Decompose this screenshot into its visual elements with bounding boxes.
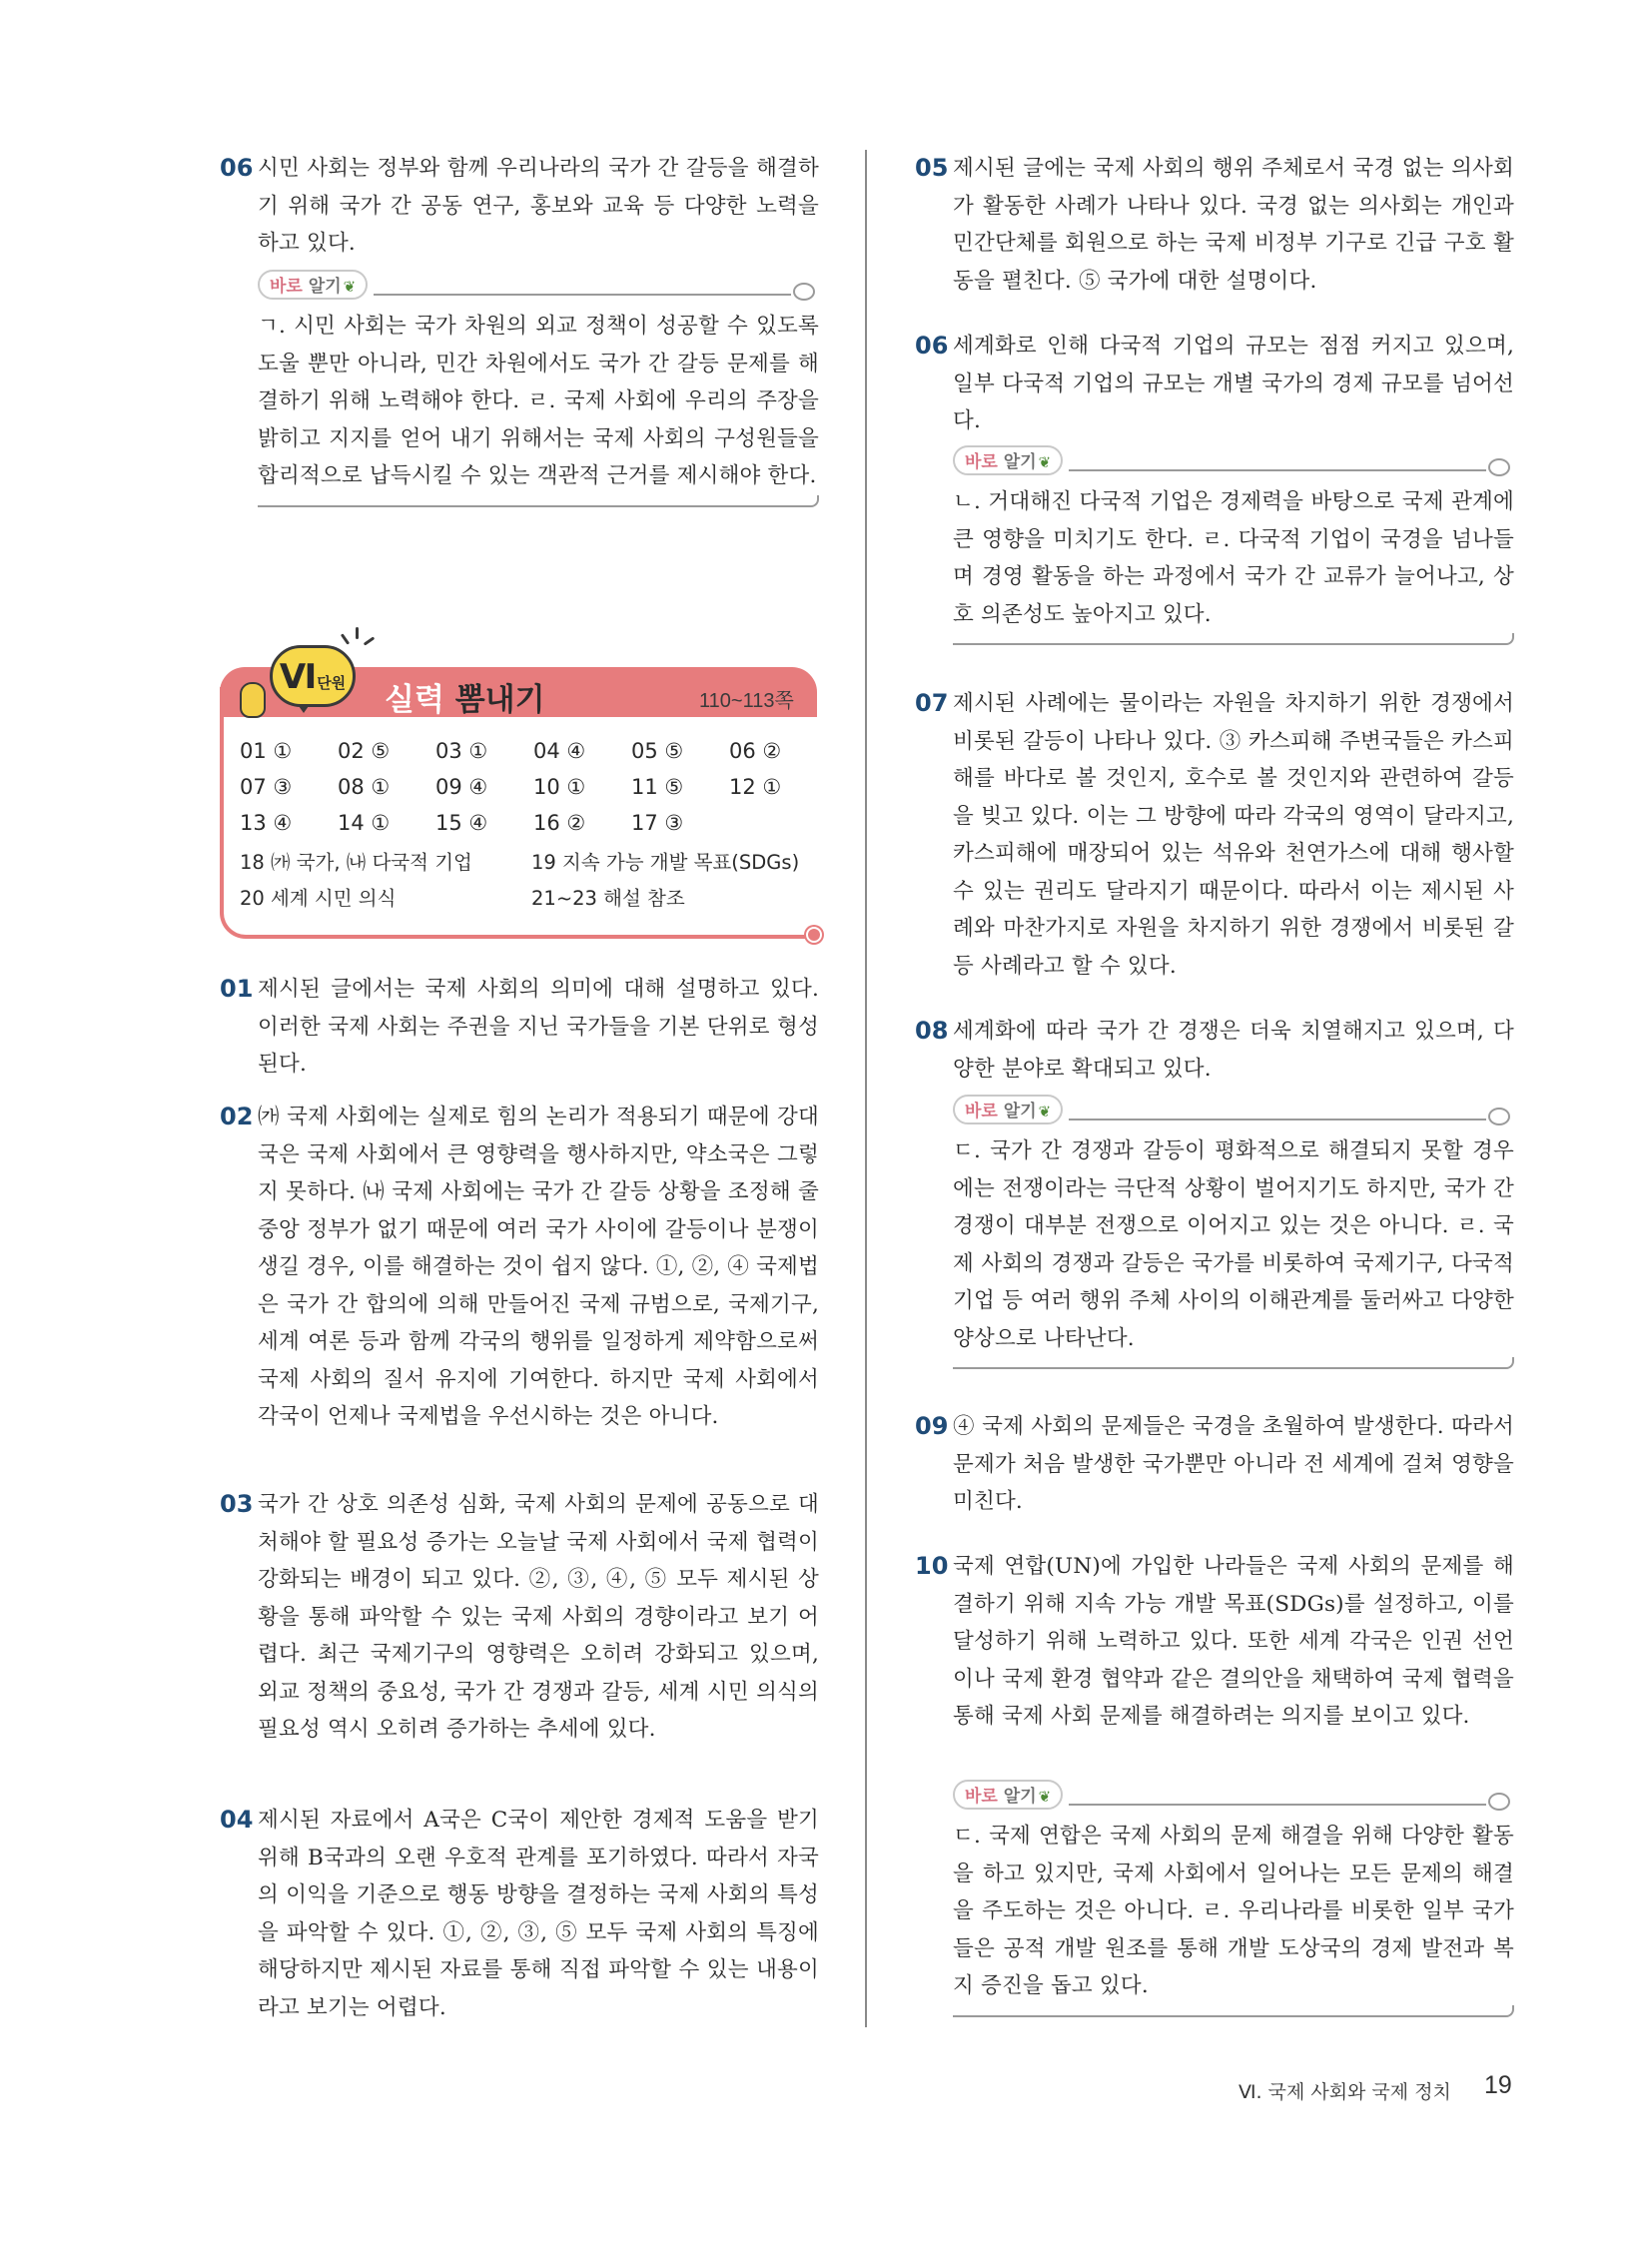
tip-badge: 바로 알기 ❦	[258, 270, 368, 300]
explanation-08	[915, 1013, 1514, 1088]
tip-text: ㄱ. 시민 사회는 국가 차원의 외교 정책이 성공할 수 있도록 도울 뿐만 아니라, 민간 차원에서도 국가 간 갈등 문제를 해결하기 위해 노력해야 한다. ㄹ. 국제 사회에 우리의 주장을 밝히고 지지를 얻어 내기 위해서는 국제 사회의 구성원들을 합리적으로 납득시킬 수 있는 객관적 근거를 제시해야 한다.	[258, 314, 819, 488]
answer-item: 13 ④	[240, 811, 293, 835]
answer-item: 01 ①	[240, 739, 293, 763]
answer-item: 16 ②	[533, 811, 586, 835]
tip-badge: 바로 알기 ❦	[953, 1780, 1063, 1810]
item-number: 09	[915, 1412, 949, 1440]
explanation-09	[915, 1408, 1514, 1521]
answer-item: 18 ㈎ 국가, ㈏ 다국적 기업	[240, 851, 472, 874]
answer-item: 03 ①	[435, 739, 488, 763]
answer-item: 14 ①	[338, 811, 391, 835]
item-number: 03	[220, 1490, 254, 1518]
item-text: 제시된 자료에서 A국은 C국이 제안한 경제적 도움을 받기 위해 B국과의 오랜 우호적 관계를 포기하였다. 따라서 자국의 이익을 기준으로 행동 방향을 결정하는 국제 사회의 특성을 파악할 수 있다. ①, ②, ③, ⑤ 모두 국제 사회의 특징에 해당하지만 제시된 자료를 통해 직접 파악할 수 있는 내용이라고 보기는 어렵다.	[258, 1808, 819, 2020]
item-text: 국제 연합(UN)에 가입한 나라들은 국제 사회의 문제를 해결하기 위해 지속 가능 개발 목표(SDGs)를 설정하고, 이를 달성하기 위해 노력하고 있다. 또한 세계 각국은 인권 선언이나 국제 환경 협약과 같은 결의안을 채택하여 국제 협력을 통해 국제 사회 문제를 해결하려는 의지를 보이고 있다.	[953, 1554, 1514, 1729]
answer-item: 06 ②	[729, 739, 782, 763]
sprout-icon: ❦	[1038, 1103, 1052, 1121]
unit-badge: Ⅵ단원	[270, 645, 356, 707]
answer-key-box	[220, 627, 819, 945]
item-text: 세계화로 인해 다국적 기업의 규모는 점점 커지고 있으며, 일부 다국적 기업의 규모는 개별 국가의 경제 규모를 넘어선다.	[953, 334, 1514, 433]
sprout-icon: ❦	[1038, 1788, 1052, 1806]
explanation-02	[220, 1099, 819, 1436]
item-number: 04	[220, 1806, 254, 1834]
answer-item: 19 지속 가능 개발 목표(SDGs)	[531, 851, 800, 874]
item-number: 07	[915, 689, 949, 717]
answer-item: 12 ①	[729, 775, 782, 799]
item-text: 국가 간 상호 의존성 심화, 국제 사회의 문제에 공동으로 대처해야 할 필요성 증가는 오늘날 국제 사회에서 국제 협력이 강화되는 배경이 되고 있다. ②, ③, ④, ⑤ 모두 제시된 상황을 통해 파악할 수 있는 국제 사회의 경향이라고 보기 어렵다. 최근 국제기구의 영향력은 오히려 강화되고 있으며, 외교 정책의 중요성, 국가 간 경쟁과 갈등, 세계 시민 의식의 필요성 역시 오히려 증가하는 추세에 있다.	[258, 1492, 819, 1742]
item-number: 02	[220, 1103, 254, 1130]
answer-item: 11 ⑤	[631, 775, 684, 799]
item-number: 05	[915, 154, 949, 182]
answer-item: 21~23 해설 참조	[531, 887, 685, 910]
column-divider	[865, 150, 867, 2027]
item-text: ④ 국제 사회의 문제들은 국경을 초월하여 발생한다. 따라서 문제가 처음 발생한 국가뿐만 아니라 전 세계에 걸쳐 영향을 미친다.	[953, 1414, 1514, 1514]
answer-item: 07 ③	[240, 775, 293, 799]
item-text: 세계화에 따라 국가 간 경쟁은 더욱 치열해지고 있으며, 다양한 분야로 확대되고 있다.	[953, 1019, 1514, 1082]
explanation-01	[220, 971, 819, 1084]
tip-box	[953, 445, 1514, 645]
spark-icon	[338, 627, 374, 647]
answer-item: 10 ①	[533, 775, 586, 799]
tip-text: ㄷ. 국제 연합은 국제 사회의 문제 해결을 위해 다양한 활동을 하고 있지만, 국제 사회에서 일어나는 모든 문제의 해결을 주도하는 것은 아니다. ㄹ. 우리나라를 비롯한 일부 국가들은 공적 개발 원조를 통해 개발 도상국의 경제 발전과 복지 증진을 돕고 있다.	[953, 1824, 1514, 1998]
answer-key-title: 실력 뽐내기	[385, 682, 545, 718]
answer-item: 09 ④	[435, 775, 488, 799]
footer-chapter-title: Ⅵ. 국제 사회와 국제 정치	[1239, 2081, 1451, 2103]
page-range: 110~113쪽	[699, 690, 794, 712]
tip-badge: 바로 알기 ❦	[953, 1095, 1063, 1124]
tip-badge: 바로 알기 ❦	[953, 445, 1063, 475]
answer-item: 17 ③	[631, 811, 684, 835]
explanation-06-right	[915, 328, 1514, 440]
item-number: 08	[915, 1017, 949, 1045]
item-text: 제시된 글에는 국제 사회의 행위 주체로서 국경 없는 의사회가 활동한 사례가 나타나 있다. 국경 없는 의사회는 개인과 민간단체를 회원으로 하는 국제 비정부 기구로 긴급 구호 활동을 펼친다. ⑤ 국가에 대한 설명이다.	[953, 156, 1514, 294]
item-number: 01	[220, 975, 254, 1003]
tip-box	[953, 1780, 1514, 2017]
tip-text: ㄴ. 거대해진 다국적 기업은 경제력을 바탕으로 국제 관계에 큰 영향을 미치기도 한다. ㄹ. 다국적 기업이 국경을 넘나들며 경영 활동을 하는 과정에서 국가 간 교류가 늘어나고, 상호 의존성도 높아지고 있다.	[953, 489, 1514, 627]
item-text: 제시된 사례에는 물이라는 자원을 차지하기 위한 경쟁에서 비롯된 갈등이 나타나 있다. ③ 카스피해 주변국들은 카스피해를 바다로 볼 것인지, 호수로 볼 것인지와 관련하여 갈등을 빚고 있다. 이는 그 방향에 따라 각국의 영역이 달라지고, 카스피해에 매장되어 있는 석유와 천연가스에 대해 행사할 수 있는 권리도 달라지기 때문이다. 따라서 이는 제시된 사례와 마찬가지로 자원을 차지하기 위한 경쟁에서 비롯된 갈등 사례라고 할 수 있다.	[953, 691, 1514, 979]
answer-item: 08 ①	[338, 775, 391, 799]
tip-box	[258, 270, 819, 507]
item-text: 시민 사회는 정부와 함께 우리나라의 국가 간 갈등을 해결하기 위해 국가 간 공동 연구, 홍보와 교육 등 다양한 노력을 하고 있다.	[258, 156, 819, 256]
page-number: 19	[1484, 2071, 1512, 2099]
explanation-03	[220, 1486, 819, 1749]
tip-text: ㄷ. 국가 간 경쟁과 갈등이 평화적으로 해결되지 못할 경우에는 전쟁이라는 극단적 상황이 벌어지기도 하지만, 국가 간 경쟁이 대부분 전쟁으로 이어지고 있는 것은 아니다. ㄹ. 국제 사회의 경쟁과 갈등은 국가를 비롯하여 국제기구, 다국적 기업 등 여러 행위 주체 사이의 이해관계를 둘러싸고 다양한 양상으로 나타난다.	[953, 1138, 1514, 1351]
explanation-07	[915, 685, 1514, 985]
explanation-10	[915, 1548, 1514, 1736]
item-number: 10	[915, 1552, 949, 1580]
explanation-05	[915, 150, 1514, 300]
item-text: ㈎ 국제 사회에는 실제로 힘의 논리가 적용되기 때문에 강대국은 국제 사회에서 큰 영향력을 행사하지만, 약소국은 그렇지 못하다. ㈏ 국제 사회에는 국가 간 갈등 상황을 조정해 줄 중앙 정부가 없기 때문에 여러 국가 사이에 갈등이나 분쟁이 생길 경우, 이를 해결하는 것이 쉽지 않다. ①, ②, ④ 국제법은 국가 간 합의에 의해 만들어진 국제 규범으로, 국제기구, 세계 여론 등과 함께 각국의 행위를 일정하게 제약함으로써 국제 사회의 질서 유지에 기여한다. 하지만 국제 사회에서 각국이 언제나 국제법을 우선시하는 것은 아니다.	[258, 1105, 819, 1429]
mascot-icon	[240, 682, 266, 718]
item-text: 제시된 글에서는 국제 사회의 의미에 대해 설명하고 있다. 이러한 국제 사회는 주권을 지닌 국가들을 기본 단위로 형성된다.	[258, 977, 819, 1077]
explanation-06	[220, 150, 819, 263]
sprout-icon: ❦	[1038, 453, 1052, 471]
answer-item: 02 ⑤	[338, 739, 391, 763]
answer-item: 05 ⑤	[631, 739, 684, 763]
sprout-icon: ❦	[343, 278, 357, 296]
tip-box	[953, 1095, 1514, 1369]
item-number: 06	[915, 332, 949, 360]
answer-item: 20 세계 시민 의식	[240, 887, 397, 910]
explanation-04	[220, 1802, 819, 2026]
answer-item: 15 ④	[435, 811, 488, 835]
answer-item: 04 ④	[533, 739, 586, 763]
item-number: 06	[220, 154, 254, 182]
